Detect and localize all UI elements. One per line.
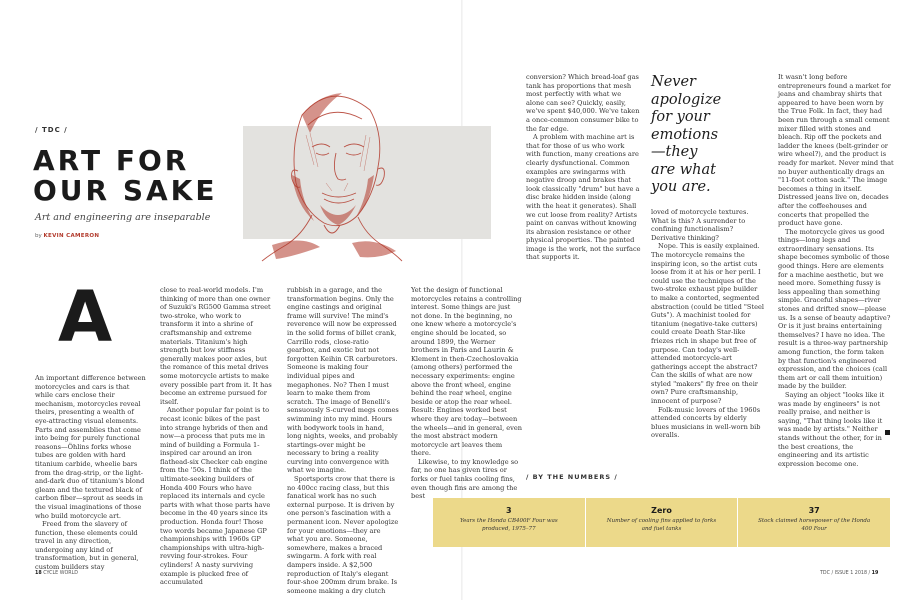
section-tag: / TDC /	[35, 126, 68, 134]
paragraph: An important difference between motorcycles and cars is that while cars enclose their mechanism, motorcycles reveal theirs, presenting a wealth of eye-attracting visual elements. Parts and assemblies that come into being for purely functional reasons—Öhlins forks whose tubes are golden with hard titanium carbide, wheelie bars from the drag-strip, or the light-and-dark duo of titanium's blond gleam and the textured black of carbon fiber—sprout as seeds in the visual imaginations of those who build motorcycle art.	[35, 374, 146, 520]
paragraph: loved of motorcycle textures. What is this? A surrender to confining functionalism? Derivative thinking?	[651, 208, 749, 242]
stat-item	[585, 498, 738, 547]
body-column-6	[651, 208, 766, 470]
author-portrait-illustration	[262, 75, 402, 261]
stat-description: Years the Honda CB400F Four was produced, 1975–77	[459, 518, 558, 532]
paragraph: Sportsports crow that there is no 400cc racing class, but this fanatical work has no such external purpose. It is driven by one person's fascination with a permanent icon. Never apologize for your emotions—they are what you are. Someone, somewhere, makes a braced swingarm. A fork with real dampers inside. A $2,500 reproduction of Italy's elegant four-shoe 200mm drum brake. Is someone making a dry clutch	[287, 475, 399, 595]
body-column-7	[778, 73, 894, 468]
body-column-1	[35, 374, 147, 572]
pull-quote-line: apologize	[651, 91, 722, 108]
folio-right	[820, 571, 878, 576]
stat-description: Number of cooling fins applied to forks and fuel tanks	[606, 518, 717, 532]
pull-quote-line: for your	[651, 109, 710, 125]
paragraph: Freed from the slavery of function, these elements could travel in any direction, undergoing any kind of transformation, but in general, custom builders stay	[35, 520, 139, 572]
body-column-5	[526, 73, 641, 471]
paragraph: Nope. This is easily explained. The motorcycle remains the inspiring icon, so the artist cuts loose from it at his or her peril. I could use the techniques of the two-stroke exhaust pipe builder to make a contorted, segmented abstraction (could be titled "Steel Guts"). A machinist tooled for titanium (negative-take cutters) could create Death Star-like friezes rich in shape but free of purpose. Can today's well-attended motorcycle-art gatherings accept the abstract? Can the skills of what are now styled "makers" fly free on their own? Pure craftsmanship, innocent of purpose?	[651, 242, 765, 406]
pull-quote-line: —they	[651, 144, 698, 160]
byline-prefix: by	[35, 233, 42, 239]
page-number-right: 19	[871, 571, 879, 576]
pull-quote-line: you are.	[651, 179, 711, 195]
paragraph: The motorcycle gives us good things—long legs and extraordinary sensations. Its shape becomes symbolic of those good things. Here are elements for a machine aesthetic, but we need more. Something fussy is less appealing than something simple. Graceful shapes—river stones and drifted snow—please us. Is a sense of beauty adaptive? Or is it just brains entertaining themselves? I have no idea. The result is a three-way partnership among function, the form taken by that function's engineered expression, and the choices (call them art or call them intuition) made by the builder.	[778, 227, 891, 391]
paragraph: close to real-world models. I'm thinking of more than one owner of Suzuki's RG500 Gamma street two-stroke, who work to transform it into a shrine of craftsmanship and extreme materials. Titanium's high strength but low stiffness generally makes poor axles, but the romance of this metal drives some motorcycle artists to make every possible part from it. It has become an extreme pursued for itself.	[160, 286, 272, 406]
paragraph: conversion? Which bread-loaf gas tank has proportions that mesh most perfectly with what we alone can see? Quickly, easily, we've spent $40,000. We've taken a once-common consumer bike to the far edge.	[526, 73, 640, 133]
byline	[35, 233, 99, 239]
headline-line-2: OUR SAKE	[33, 174, 218, 207]
paragraph: A problem with machine art is that for those of us who work with function, many creations are clearly dysfunctional. Common examples are swingarms with negative droop and brakes that look classically "drum" but have a disc brake hidden inside (along with the heat it generates). Shall we cut loose from reality? Artists paint on canvas without knowing its abrasion resistance or other physical properties. The painted image is the work, not the surface that supports it.	[526, 133, 641, 262]
stat-item	[737, 498, 890, 547]
magazine-name: CYCLE WORLD	[43, 571, 78, 576]
pull-quote-line: are what	[651, 161, 716, 178]
stat-value: 37	[808, 506, 820, 515]
folio-left	[35, 571, 78, 576]
pull-quote-line: Never	[651, 74, 696, 90]
stat-description: Stock claimed horsepower of the Honda 400 Four	[758, 518, 871, 532]
by-the-numbers-tag: / BY THE NUMBERS /	[526, 473, 618, 481]
paragraph: Yet the design of functional motorcycles retains a controlling interest. Some things are just not done. In the beginning, no one knew where a motorcycle's engine should be located, so around 1899, the Werner brothers in Paris and Laurin & Klement in then-Czechoslovakia (among others) performed the necessary experiments: engine above the front wheel, engine behind the rear wheel, engine beside or atop the rear wheel. Result: Engines worked best where they are today—between the wheels—and in general, even the most abstract modern motorcycle art leaves them there.	[411, 286, 523, 458]
end-of-article-mark	[885, 430, 890, 435]
paragraph: Another popular far point is to recast iconic bikes of the past into strange hybrids of then and now—a process that puts me in mind of building a Formula 1-inspired car around an iron flathead-six Checker cab engine from the '50s. I think of the ultimate-seeking builders of Honda 400 Fours who have replaced its internals and cycle parts with what those parts have become in the 40 years since its production. Honda four! Those two words became Japanese GP championships with 1960s GP championships with ultra-high-revving four-strokes. Four cylinders! A nasty surviving example is plucked free of accumulated	[160, 406, 271, 587]
page-number-left: 18	[35, 571, 42, 576]
headline	[33, 146, 263, 206]
paragraph: Saying an object "looks like it was made by engineers" is not really praise, and neither is saying, "That thing looks like it was made by artists." Neither stands without the other, for in the best creations, the engineering and its artistic expression become one.	[778, 390, 885, 468]
stat-value: 3	[506, 506, 512, 515]
paragraph: Likewise, to my knowledge so far, no one has given tires or forks or fuel tanks cooling fins, even though fins are among the best	[411, 457, 519, 501]
folio-section: TDC / ISSUE 1 2018 /	[820, 571, 871, 576]
by-the-numbers-box	[433, 498, 890, 547]
dropcap-letter: A	[58, 276, 113, 358]
pull-quote	[651, 74, 763, 197]
body-column-2	[160, 286, 272, 587]
headline-line-1: ART FOR	[33, 144, 190, 177]
stat-item	[433, 498, 585, 547]
body-column-3	[287, 286, 399, 595]
pull-quote-line: emotions	[651, 126, 719, 143]
byline-author: KEVIN CAMERON	[43, 233, 100, 239]
paragraph: Folk-music lovers of the 1960s attended concerts by elderly blues musicians in well-worn bib overalls.	[651, 405, 761, 440]
article-deck: Art and engineering are inseparable	[35, 212, 211, 223]
paragraph: It wasn't long before entrepreneurs found a market for jeans and chambray shirts that appeared to have been worn by the True Folk. In fact, they had been run through a small cement mixer filled with stones and bleach. Rip off the pockets and ladder the knees (belt-grinder or wire wheel?), and the product is ready for market. Never mind that no buyer authentically drags an "11-foot cotton sack." The image becomes a thing in itself. Distressed jeans live on, decades after the coffeehouses and concerts that propelled the product have gone.	[778, 73, 894, 228]
paragraph: rubbish in a garage, and the transformation begins. Only the engine castings and original frame will survive! The mind's reverence will now be expressed in the solid forms of billet crank, Carrillo rods, close-ratio gearbox, and exotic but not forgotten Keihin CR carburetors. Someone is making four individual pipes and megaphones. No? Then I must learn to make them from scratch. The image of Benelli's sensuously S-curved megs comes swimming into my mind. Hours with bodywork tools in hand, long nights, weeks, and probably startings-over might be necessary to bring a reality curving into convergence with what we imagine.	[287, 286, 399, 475]
stat-value: Zero	[651, 506, 672, 515]
